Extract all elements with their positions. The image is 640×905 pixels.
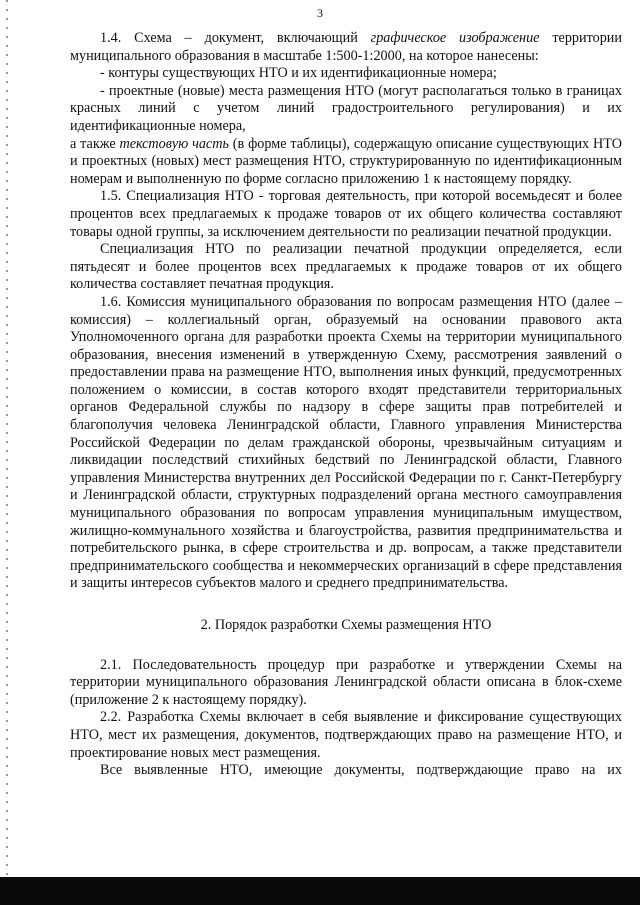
text-run: - контуры существующих НТО и их идентификационные номера; — [100, 65, 497, 82]
page-number: 3 — [317, 6, 323, 20]
paragraph — [70, 188, 622, 241]
paragraph — [70, 294, 622, 593]
paragraph — [70, 30, 622, 65]
paragraph — [70, 241, 622, 294]
paragraph — [70, 762, 622, 780]
paragraph — [70, 83, 622, 136]
text-run: а также — [70, 135, 120, 152]
text-run: (в форме таблицы), содержащую описание существующих НТО и проектных (новых) мест размещения НТО, структурированную по идентификационным номерам и выполненную по форме согласно приложению 1 к настоящему порядку. — [70, 135, 622, 187]
emphasis-text: графическое изображение — [370, 30, 540, 46]
scan-edge-artifact — [6, 0, 8, 875]
text-run: Все выявленные НТО, имеющие документы, подтверждающие право на их — [100, 762, 622, 779]
text-run: 2.2. Разработка Схемы включает в себя выявление и фиксирование существующих НТО, мест их размещения, документов, подтверждающих право на размещение НТО, и проектирование новых мест размещения. — [70, 709, 622, 761]
text-run: 2.1. Последовательность процедур при разработке и утверждении Схемы на территории муниципального образования Ленинградской области описана в блок-схеме (приложение 2 к настоящему порядку). — [70, 656, 622, 708]
text-run: 1.4. Схема – документ, включающий — [100, 30, 371, 46]
text-run: Специализация НТО по реализации печатной продукции определяется, если пятьдесят и более процентов всех предлагаемых к продаже товаров от их общего количества составляет печатная продукция. — [70, 241, 622, 293]
document-body — [70, 30, 622, 780]
scan-bottom-edge — [0, 877, 640, 905]
paragraph — [70, 709, 622, 762]
paragraph — [70, 657, 622, 710]
section-heading — [70, 617, 622, 635]
paragraph — [70, 136, 622, 189]
paragraph — [70, 65, 622, 83]
text-run: территории муниципального образования в масштабе 1:500-1:2000, на которое нанесены: — [70, 30, 622, 64]
text-run: 2. Порядок разработки Схемы размещения НТО — [200, 617, 492, 633]
text-run: 1.5. Специализация НТО - торговая деятельность, при которой восемьдесят и более процентов всех предлагаемых к продаже товаров от их общего количества составляют товары одной группы, за исключением деятельности по реализации печатной продукции. — [70, 188, 622, 240]
emphasis-text: текстовую часть — [119, 135, 229, 152]
text-run: - проектные (новые) места размещения НТО (могут располагаться только в границах красных линий с учетом линий градостроительного регулирования) и их идентификационные номера, — [70, 82, 622, 134]
text-run: 1.6. Комиссия муниципального образования по вопросам размещения НТО (далее – комиссия) – коллегиальный орган, образуемый на основании правового акта Уполномоченного органа для разработки проекта Схемы на территории муниципального образования, внесения изменений в утвержденную Схему, рассмотрения заявлений о предоставлении права на размещение НТО, выполнения иных функций, предусмотренных положением о комиссии, в состав которого входят представители территориальных органов Федеральной службы по надзору в сфере защиты прав потребителей и благополучия человека Ленинградской области, Главного управления Министерства Российской Федерации по делам гражданской обороны, чрезвычайным ситуациям и ликвидации последствий стихийных бедствий по Ленинградской области, Главного управления Министерства внутренних дел Российской Федерации по г. Санкт-Петербургу и Ленинградской области, структурных подразделений органа местного самоуправления муниципального образования по вопросам управления муниципальным имуществом, жилищно-коммунального хозяйства и благоустройства, развития предпринимательства и потребительского рынка, в сфере строительства и др. вопросам, а также представители предпринимательского сообщества и некоммерческих организаций в сфере представления и защиты интересов субъектов малого и среднего предпринимательства. — [70, 293, 622, 592]
